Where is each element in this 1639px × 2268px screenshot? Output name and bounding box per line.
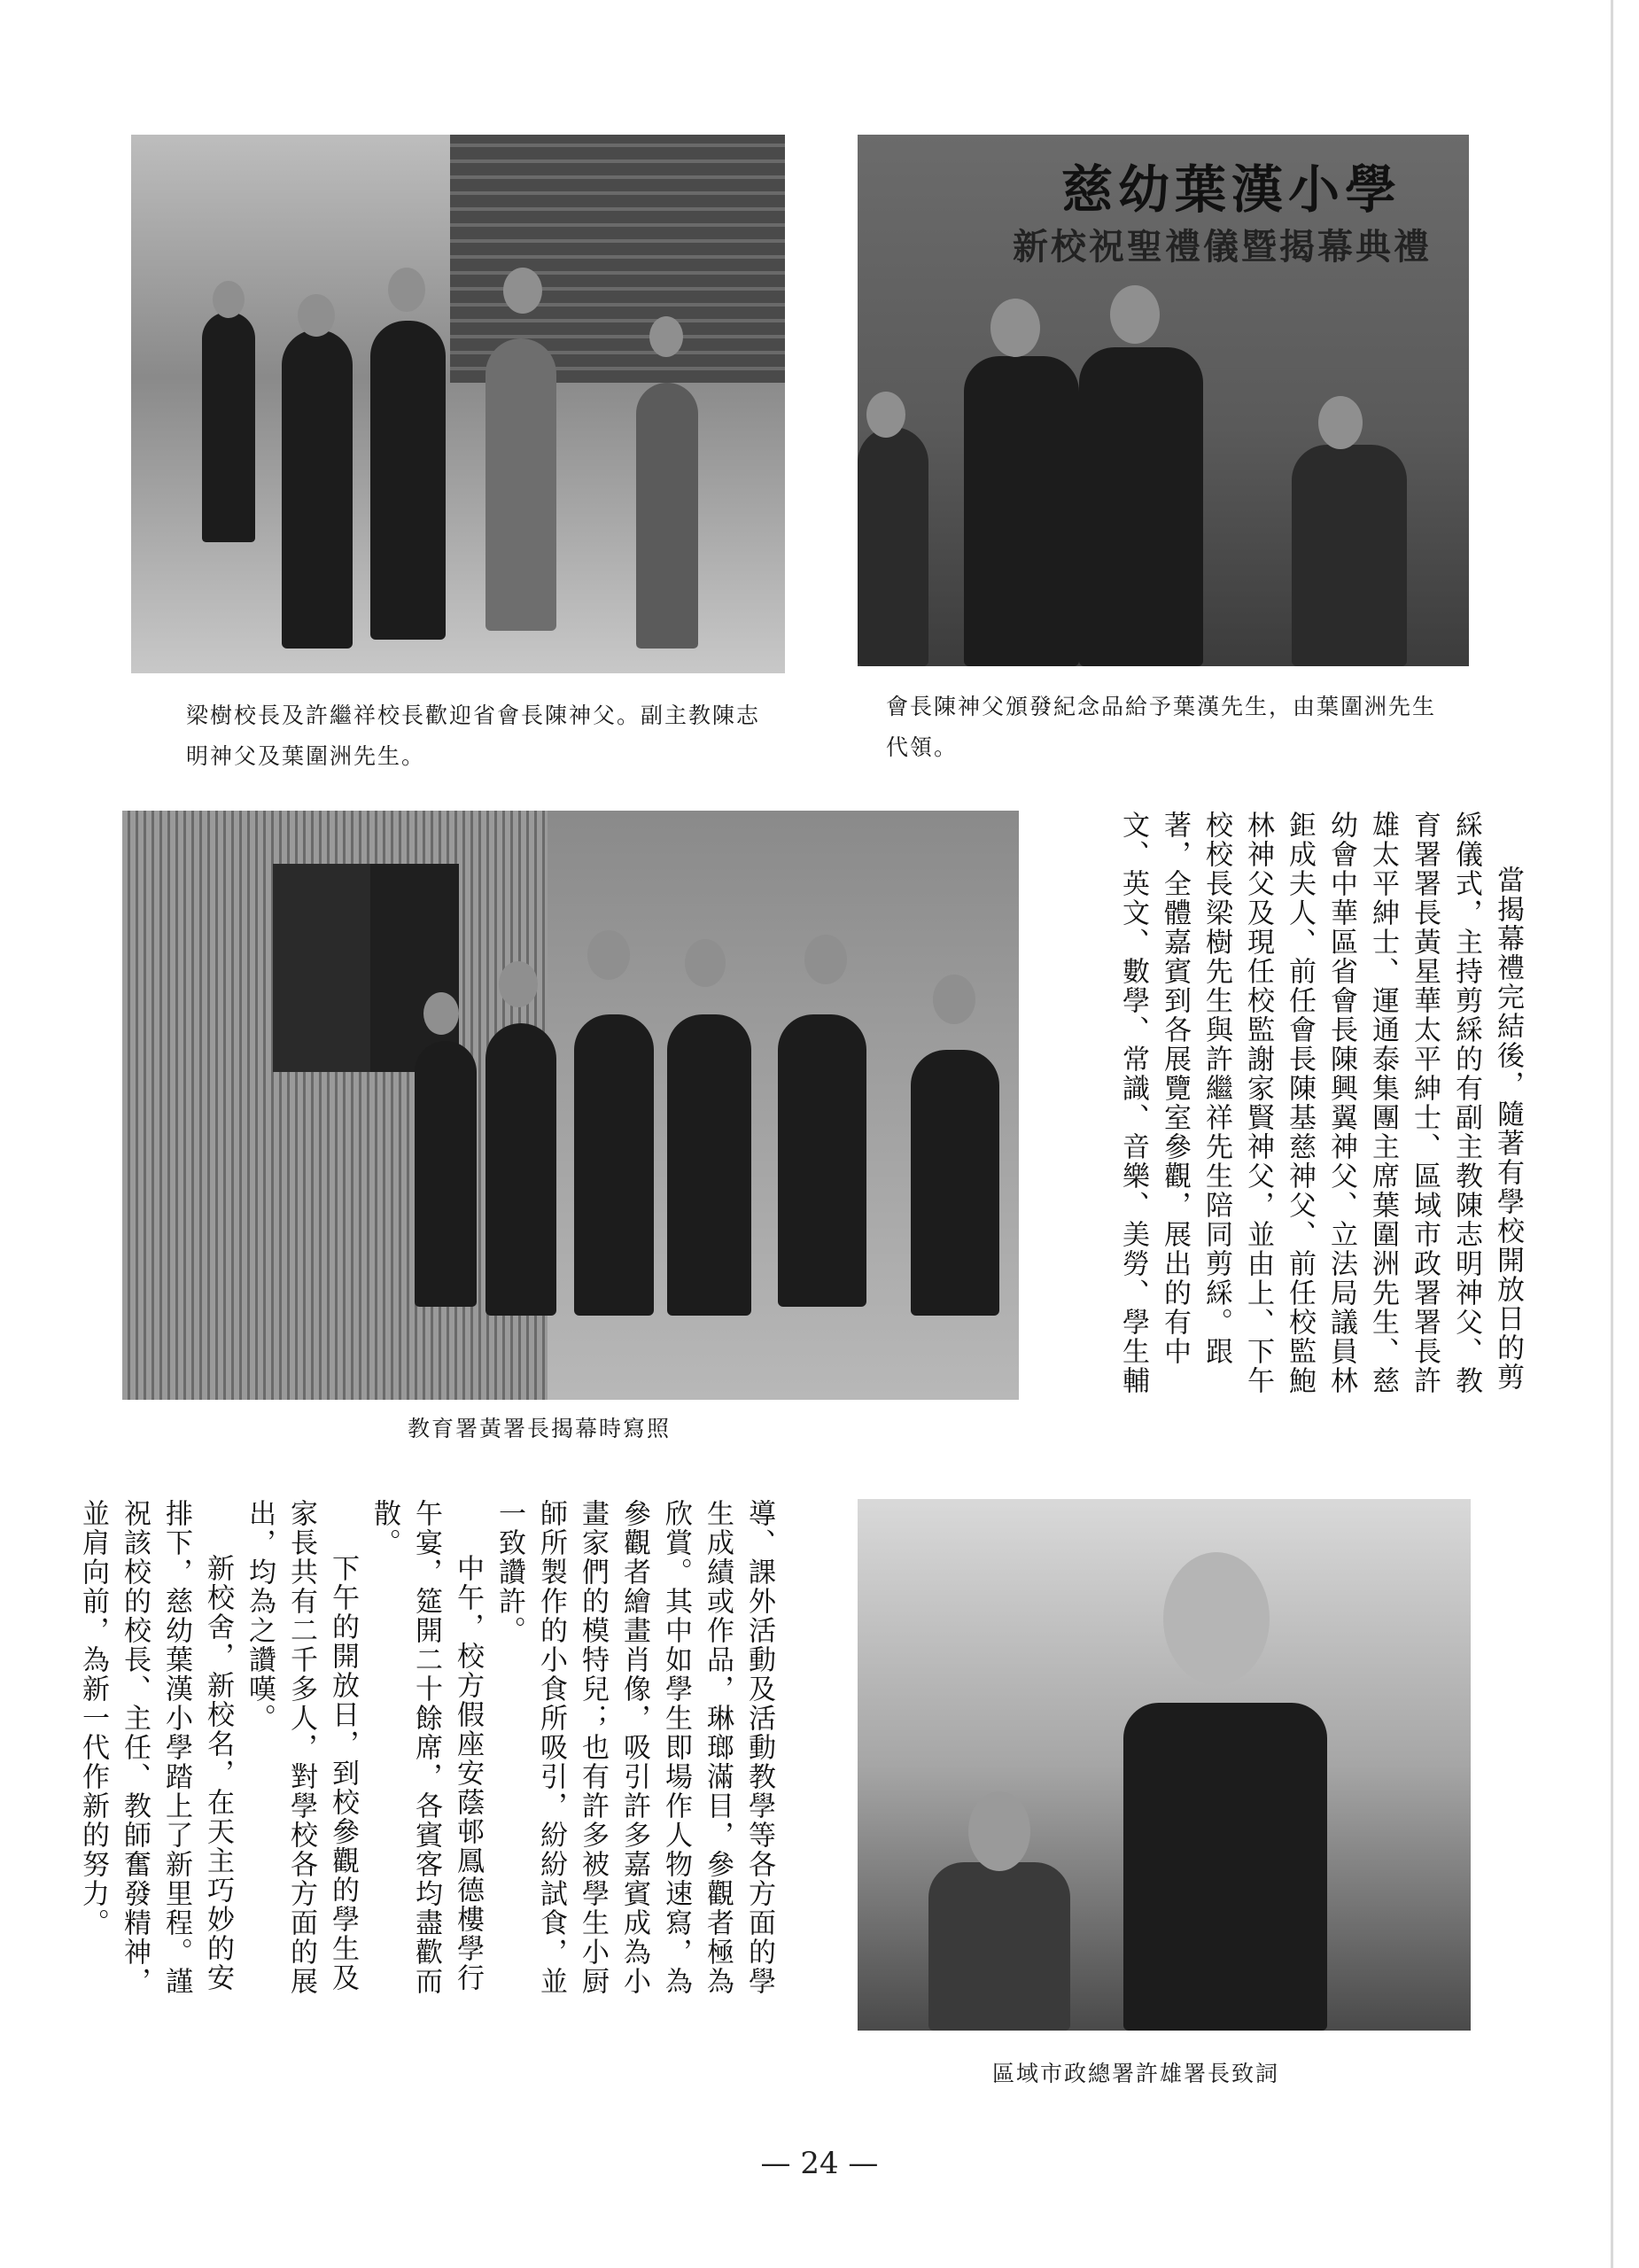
caption-photo1: 梁樹校長及許繼祥校長歡迎省會長陳神父。副主教陳志明神父及葉圍洲先生。 [186, 703, 761, 769]
photo-stage-presentation [858, 135, 1469, 666]
caption-photo4: 區域市政總署許雄署長致詞 [992, 2061, 1280, 2086]
article-paragraph: 新校舍，新校名，在天主巧妙的安排下，慈幼葉漢小學踏上了新里程。謹祝該校的校長、主任、教師奮發精神，並肩向前，為新一代作新的努力。 [77, 1499, 234, 1996]
photo-speech-podium [858, 1499, 1471, 2031]
article-paragraph: 中午，校方假座安蔭邨鳳德樓學行午宴，筵開二十餘席，各賓客均盡歡而散。 [369, 1499, 484, 1996]
page-number: — 24 — [760, 2146, 879, 2181]
caption-photo3: 教育署黃署長揭幕時寫照 [408, 1416, 672, 1441]
article-column-upper [1032, 811, 1528, 1413]
banner-title: 慈幼葉漢小學 [1061, 159, 1402, 220]
caption-photo2: 會長陳神父頒發紀念品給予葉漢先生，由葉圍洲先生代領。 [886, 694, 1437, 760]
article-paragraph: 導、課外活動及活動教學等各方面的學生成績或作品，琳瑯滿目，參觀者極為欣賞。其中如學生即場作人物速寫，為參觀者繪畫肖像，吸引許多嘉賓成為小畫家們的模特兒；也有許多被學生小厨師所製作的小食所吸引，紛紛試食，並一致讚許。 [493, 1499, 775, 1996]
article-column-lower [77, 1499, 780, 2013]
photo-unveiling-plaque [122, 811, 1019, 1400]
banner-subtitle: 新校祝聖禮儀暨揭幕典禮 [1013, 227, 1432, 268]
scan-edge-line [1611, 0, 1613, 2268]
photo-corridor-welcome [131, 135, 785, 673]
article-paragraph: 當揭幕禮完結後，隨著有學校開放日的剪綵儀式，主持剪綵的有副主教陳志明神父、教育署署長黃星華太平紳士、區域市政署署長許雄太平紳士、運通泰集團主席葉圍洲先生、慈幼會中華區省會長陳興翼神父、立法局議員林鉅成夫人、前任會長陳基慈神父、前任校監鮑林神父及現任校監謝家賢神父，並由上、下午校校長梁樹先生與許繼祥先生陪同剪綵。跟著，全體嘉賓到各展覽室參觀，展出的有中文、英文、數學、常識、音樂、美勞、學生輔 [1117, 811, 1524, 1395]
article-paragraph: 下午的開放日，到校參觀的學生及家長共有二千多人，對學校各方面的展出，均為之讚嘆。 [244, 1499, 359, 1996]
